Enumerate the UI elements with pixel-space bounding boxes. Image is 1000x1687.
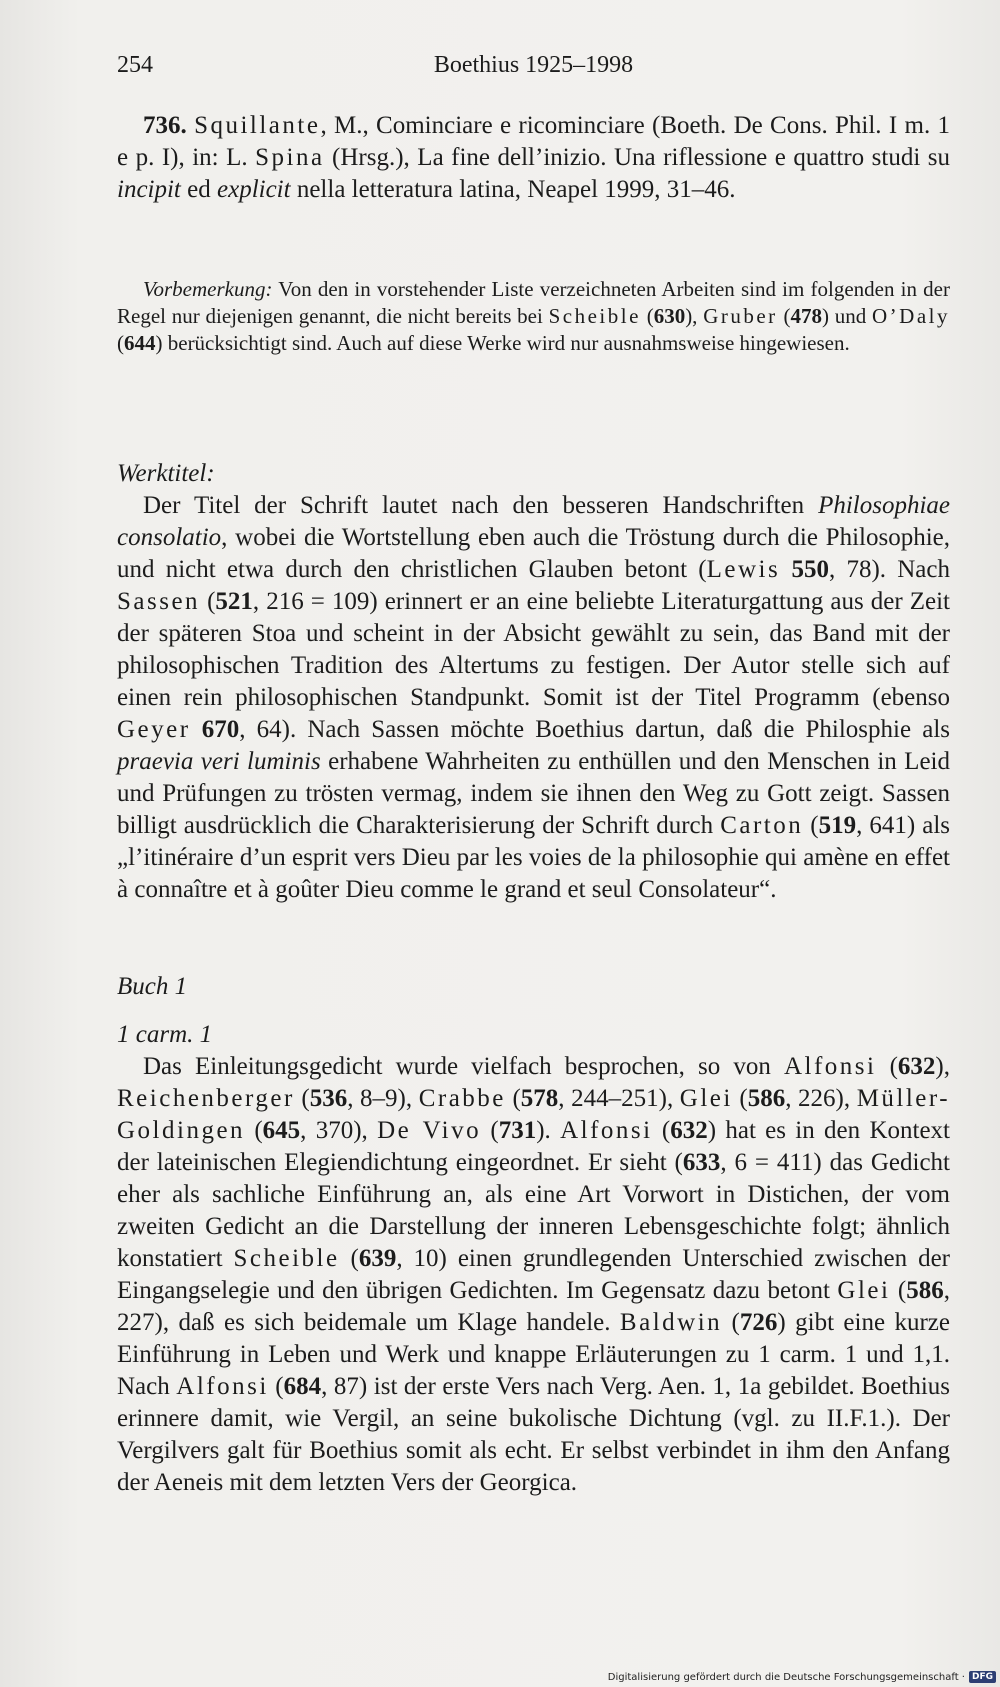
entry-number: 736. — [143, 112, 187, 139]
digitization-footer — [600, 1671, 996, 1685]
dfg-logo-icon: DFG — [969, 1671, 996, 1683]
werktitel-paragraph: Der Titel der Schrift lautet nach den besseren Handschriften Philosophiae consolatio, wobei die Wortstellung eben auch die Tröstung durch die Philosophie, und nicht etwa durch den christlichen Glauben betont (Lewis 550, 78). Nach Sassen (521, 216 = 109) erinnert er an eine beliebte Literaturgattung aus der Zeit der späteren Stoa und scheint in der Absicht gewählt zu sein, das Band mit der philosophischen Tradition des Altertums zu festigen. Der Autor stelle sich auf einen rein philosophischen Standpunkt. Somit ist der Titel Programm (ebenso Geyer 670, 64). Nach Sassen möchte Boethius dartun, daß die Philosphie als praevia veri luminis erhabene Wahrheiten zu enthüllen und den Menschen in Leid und Prüfungen zu trösten vermag, indem sie ihnen den Weg zu Gott zeigt. Sassen billigt ausdrücklich die Charakterisierung der Schrift durch Carton (519, 641) als „l’itinéraire d’un esprit vers Dieu par les voies de la philosophie qui amène en effet à connaître et à goûter Dieu comme le grand et seul Consolateur“. — [117, 492, 950, 903]
author-name: Squillante — [194, 112, 321, 139]
section-heading-werktitel: Werktitel: — [117, 460, 215, 487]
page-header — [117, 52, 950, 86]
page-number: 254 — [117, 52, 153, 78]
running-head: Boethius 1925–1998 — [433, 52, 634, 78]
footer-text: Digitalisierung gefördert durch die Deutsche Forschungsgemeinschaft · — [607, 1672, 965, 1683]
preliminary-note: Vorbemerkung: Von den in vorstehender Liste verzeichneten Arbeiten sind im folgenden in der Regel nur diejenigen genannt, die nicht bereits bei Scheible (630), Gruber (478) und O’Daly (644) berücksichtigt sind. Auch auf diese Werke wird nur ausnahmsweise hingewiesen. — [117, 277, 950, 355]
preliminary-note-label: Vorbemerkung: — [143, 277, 273, 301]
section-heading-buch: Buch 1 — [117, 973, 188, 1000]
subsection-heading-carm: 1 carm. 1 — [117, 1021, 213, 1048]
editor-name: Spina — [255, 144, 325, 171]
carm-paragraph: Das Einleitungsgedicht wurde vielfach besprochen, so von Alfonsi (632), Reichenberger (536, 8–9), Crabbe (578, 244–251), Glei (586, 226), Müller-Goldingen (645, 370), De Vivo (731). Alfonsi (632) hat es in den Kontext der lateinischen Elegiendichtung eingeordnet. Er sieht (633, 6 = 411) das Gedicht eher als sachliche Einführung an, als eine Art Vorwort in Distichen, der vom zweiten Gedicht an die Darstellung der inneren Lebensgeschichte folgt; ähnlich konstatiert Scheible (639, 10) einen grundlegenden Unterschied zwischen der Eingangselegie und den übrigen Gedichten. Im Gegensatz dazu betont Glei (586, 227), daß es sich beidemale um Klage handele. Baldwin (726) gibt eine kurze Einführung in Leben und Werk und knappe Erläuterungen zu 1 carm. 1 und 1,1. Nach Alfonsi (684, 87) ist der erste Vers nach Verg. Aen. 1, 1a gebildet. Boethius erinnere damit, wie Vergil, an seine bukolische Dichtung (vgl. zu II.F.1.). Der Vergilvers galt für Boethius somit als echt. Er selbst verbindet in ihm den Anfang der Aeneis mit dem letzten Vers der Georgica. — [117, 1053, 951, 1496]
bibliography-entry-736: 736. Squillante, M., Cominciare e ricominciare (Boeth. De Cons. Phil. I m. 1 e p. I), in: L. Spina (Hrsg.), La fine dell’inizio. Una riflessione e quattro studi su incipit ed explicit nella letteratura latina, Neapel 1999, 31–46. — [117, 112, 951, 203]
